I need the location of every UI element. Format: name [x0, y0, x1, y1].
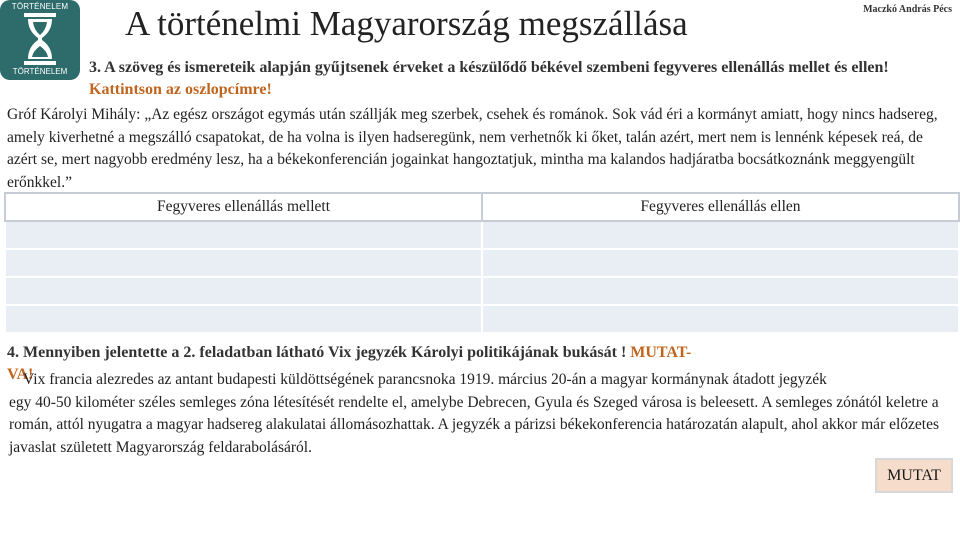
- vix-text-line: Vix francia alezredes az antant budapesti küldöttségének parancsnoka 1919. március 20-án a magyar kormánynak átadott jegyzék: [23, 371, 827, 388]
- logo-top-text: TÖRTÉNELEM: [11, 2, 69, 11]
- author-label: Maczkó András Pécs: [863, 4, 952, 15]
- table-cell[interactable]: [5, 277, 482, 305]
- logo-bottom-text: TÖRTÉNELEM: [12, 67, 68, 76]
- argument-table: [4, 192, 960, 334]
- table-cell[interactable]: [5, 305, 482, 333]
- column-header-against[interactable]: Fegyveres ellenállás ellen: [482, 193, 959, 221]
- column-header-for[interactable]: Fegyveres ellenállás mellett: [5, 193, 482, 221]
- logo: [0, 0, 80, 80]
- task-3-text: 3. A szöveg és ismereteik alapján gyűjtsenek érveket a készülődő békével szembeni fegyveres ellenállás mellet és ellen!: [89, 59, 889, 76]
- hourglass-icon: [24, 13, 56, 65]
- task-4: [7, 343, 907, 363]
- task-4-action-continued[interactable]: VA!: [7, 366, 34, 383]
- vix-explanation: [9, 369, 949, 459]
- page-title: A történelmi Magyarország megszállása: [125, 4, 688, 43]
- table-cell[interactable]: [482, 277, 959, 305]
- table-cell[interactable]: [482, 305, 959, 333]
- task-4-text: 4. Mennyiben jelentette a 2. feladatban látható Vix jegyzék Károlyi politikájának bukását !: [7, 344, 627, 361]
- task-3: [89, 57, 929, 101]
- task-3-action[interactable]: Kattintson az oszlopcímre!: [89, 81, 272, 98]
- table-cell[interactable]: [5, 221, 482, 249]
- karolyi-quote: Gróf Károlyi Mihály: „Az egész országot egymás után szállják meg szerbek, csehek és románok. Sok vád éri a kormányt amiatt, hogy nincs hadsereg, amely kiverhetné a megszálló csapatokat, de ha volna is ilyen hadseregünk, nem verhetnők ki őket, talán azért, mert nem is lennénk képesek reá, de azért se, mert nagyobb eredmény lesz, ha a békekonferencián jogainkat hangoztatjuk, mintha ma kalandos hadjáratba bocsátkoznánk meggyengült erőnkkel.”: [7, 106, 938, 191]
- table-cell[interactable]: [5, 249, 482, 277]
- task-4-action[interactable]: MUTAT-: [630, 344, 692, 361]
- vix-text-body: egy 40-50 kilométer széles semleges zóna létesítését rendelte el, amelybe Debrecen, Gyula és Szeged városa is beleesett. A semleges zónától keletre a román, attól nyugatra a magyar hadsereg alakulatai állomásozhattak. A jegyzék a párizsi békekonferencia határozatán alapult, ahol akkor már előzetes javaslat született Magyarország feldarabolásáról.: [9, 393, 940, 456]
- table-cell[interactable]: [482, 221, 959, 249]
- table-cell[interactable]: [482, 249, 959, 277]
- show-button[interactable]: MUTAT: [875, 458, 953, 493]
